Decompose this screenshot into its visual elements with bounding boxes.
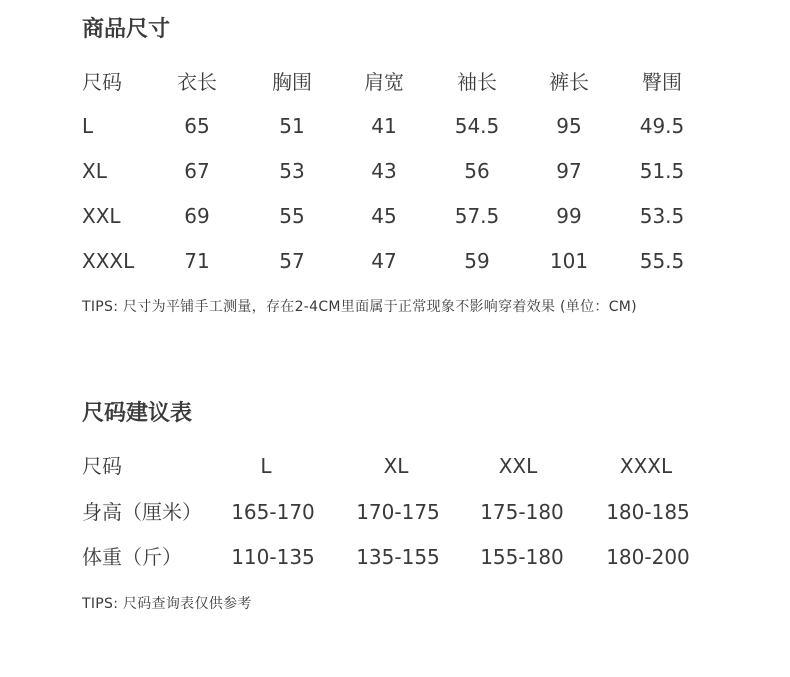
recommendation-value: 180-185	[606, 500, 690, 524]
size-value: 49.5	[639, 114, 685, 138]
size-value: 45	[371, 204, 397, 228]
recommendation-value: 165-170	[231, 500, 315, 524]
size-chart-title: 商品尺寸	[82, 17, 171, 42]
size-value: 69	[184, 204, 210, 228]
size-value: 43	[371, 159, 397, 183]
recommendation-header: XXL	[498, 454, 538, 478]
recommendation-value: 180-200	[606, 545, 690, 569]
size-label: L	[82, 114, 94, 138]
size-chart-header: 尺码	[82, 70, 122, 94]
size-label: XXXL	[82, 249, 135, 273]
recommendation-label: 体重（斤）	[82, 545, 182, 569]
size-value: 101	[549, 249, 589, 273]
recommendation-value: 110-135	[231, 545, 315, 569]
size-chart-tips: TIPS: 尺寸为平铺手工测量，存在2-4CM里面属于正常现象不影响穿着效果 (单位：CM)	[82, 299, 637, 315]
recommendation-label: 身高（厘米）	[82, 500, 202, 524]
size-chart-header: 衣长	[177, 70, 217, 94]
size-label: XXL	[82, 204, 121, 228]
size-chart-header: 袖长	[457, 70, 497, 94]
size-value: 54.5	[454, 114, 500, 138]
size-value: 67	[184, 159, 210, 183]
size-value: 55.5	[639, 249, 685, 273]
recommendation-value: 170-175	[356, 500, 440, 524]
recommendation-header: 尺码	[82, 454, 122, 478]
size-chart-header: 胸围	[272, 70, 312, 94]
size-value: 55	[279, 204, 305, 228]
size-value: 56	[464, 159, 490, 183]
recommendation-header: XL	[383, 454, 409, 478]
size-chart-header: 肩宽	[364, 70, 404, 94]
size-value: 71	[184, 249, 210, 273]
size-label: XL	[82, 159, 107, 183]
size-value: 47	[371, 249, 397, 273]
recommendation-title: 尺码建议表	[82, 401, 193, 426]
size-value: 51.5	[639, 159, 685, 183]
size-value: 57.5	[454, 204, 500, 228]
size-value: 51	[279, 114, 305, 138]
size-chart-header: 臀围	[642, 70, 682, 94]
recommendation-tips: TIPS: 尺码查询表仅供参考	[82, 596, 252, 612]
size-chart-header: 裤长	[549, 70, 589, 94]
recommendation-value: 155-180	[480, 545, 564, 569]
recommendation-value: 175-180	[480, 500, 564, 524]
size-value: 97	[556, 159, 582, 183]
recommendation-header: XXXL	[619, 454, 673, 478]
recommendation-value: 135-155	[356, 545, 440, 569]
size-value: 65	[184, 114, 210, 138]
size-value: 95	[556, 114, 582, 138]
size-value: 53	[279, 159, 305, 183]
recommendation-header: L	[260, 454, 272, 478]
size-value: 59	[464, 249, 490, 273]
size-value: 99	[556, 204, 582, 228]
size-value: 41	[371, 114, 397, 138]
size-value: 53.5	[639, 204, 685, 228]
size-value: 57	[279, 249, 305, 273]
